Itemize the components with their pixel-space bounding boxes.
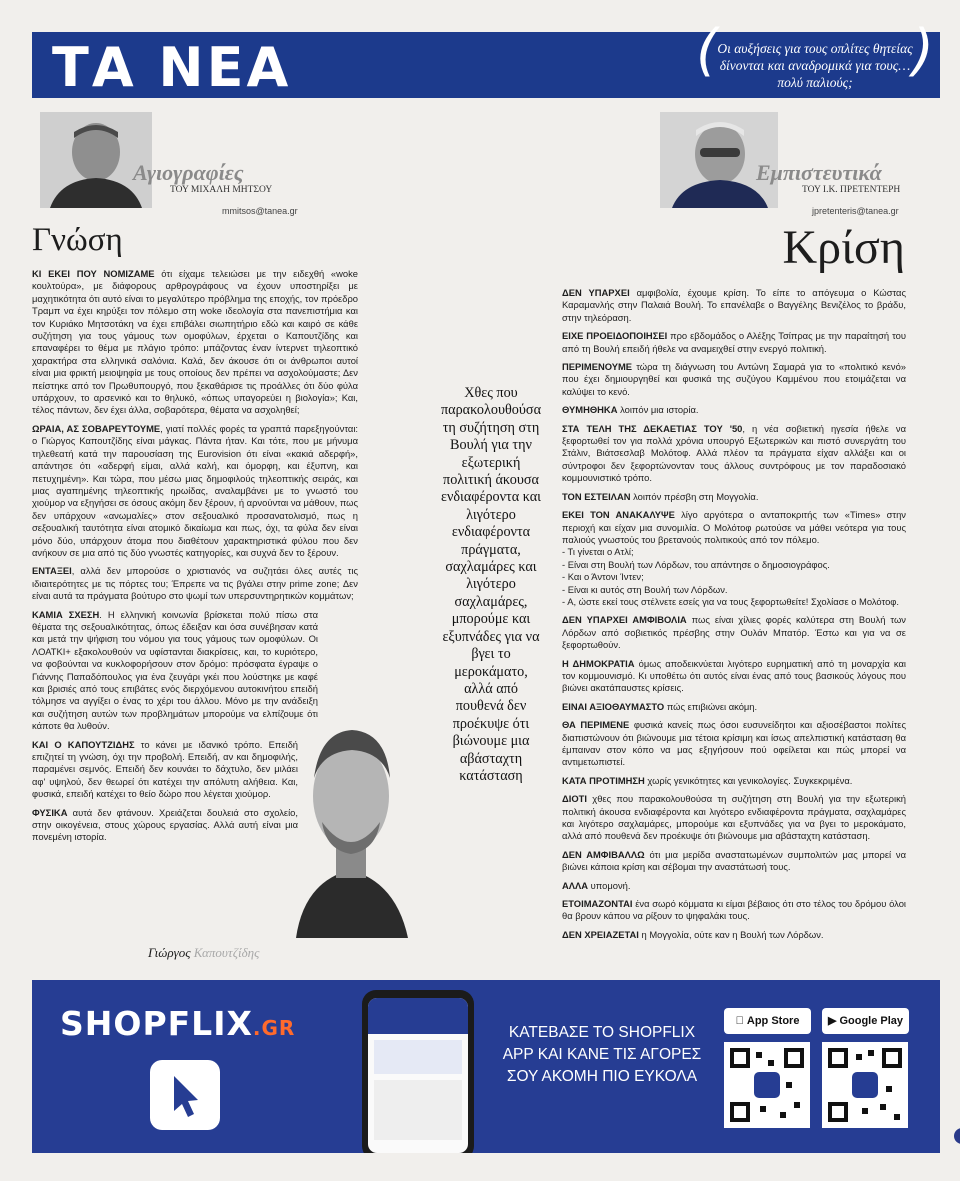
article-paragraph: ΣΤΑ ΤΕΛΗ ΤΗΣ ΔΕΚΑΕΤΙΑΣ ΤΟΥ '50, η νέα σοβιετική ηγεσία ήθελε να ξεφορτωθεί τον για πολλά χρόνια υπουργό Εξωτερικών και πιστό συνεργάτη του Στάλιν, Βιάτσεσλαβ Μολότοφ. Αλλά πλέον τα πράγματα είχαν αλλάξει και οι σύντροφοι δεν ξεφορτώνονταν τους άλλους συντρόφους με τον παραδοσιακό κομμουνιστικό τρόπο. (562, 422, 906, 484)
article-paragraph: ΔΕΝ ΧΡΕΙΑΖΕΤΑΙ η Μογγολία, ούτε καν η Βουλή των Λόρδων. (562, 928, 824, 940)
teaser-text: Οι αυξήσεις για τους οπλίτες θητείας δίνονται και αναδρομικά για τους… πολύ παλιούς; (717, 41, 913, 90)
headline-right: Κρίση (782, 221, 905, 274)
phone-list (374, 1080, 462, 1140)
article-paragraph: ΠΕΡΙΜΕΝΟΥΜΕ τώρα τη διάγνωση του Αντώνη Σαμαρά για το «πολιτικό κενό» που έχει δημιουργηθεί και φυσικά της συζύγου Καμμένου που ετοιμάζεται να καλύψει το κενό. (562, 361, 906, 397)
article-paragraph: ΔΕΝ ΥΠΑΡΧΕΙ ΑΜΦΙΒΟΛΙΑ πως είναι χίλιες φορές καλύτερα στη Βουλή των Λόρδων από σοβιετικός πρέσβης στην Ουλάν Μπατόρ. Έστω και για να σε ξεφορτωθούν. (562, 614, 906, 651)
masthead-teaser[interactable] (696, 18, 934, 91)
shopflix-ad-banner[interactable] (32, 980, 940, 1153)
phone-screen (368, 998, 468, 1153)
google-play-icon: ▶ (827, 1015, 837, 1027)
article-paragraph: ΦΥΣΙΚΑ αυτά δεν φτάνουν. Χρειάζεται δουλειά στο σχολείο, στην οικογένεια, στους χώρους εργασίας. Αλλά αυτή είναι μια πονεμένη ιστορία. (32, 806, 298, 843)
article-paragraph: ΔΕΝ ΑΜΦΙΒΑΛΛΩ ότι μια μερίδα αναστατωμένων συμπολιτών μας μπορεί να βιώνει κάποια κρίση και σέβομαι την αναστάτωσή τους. (562, 848, 906, 873)
app-store-button[interactable]: App Store (724, 1008, 811, 1034)
qr-code-google-play[interactable] (822, 1042, 908, 1128)
portrait-kapoutzidis (290, 712, 412, 938)
article-paragraph: ΚΑΤΑ ΠΡΟΤΙΜΗΣΗ χωρίς γενικότητες και γενικολογίες. Συγκεκριμένα. (562, 774, 853, 786)
newspaper-logo[interactable]: ΤΑ ΝΕΑ (52, 36, 292, 99)
pull-quote: Χθες που παρακολουθούσα τη συζήτηση στη Βουλή για την εξωτερική πολιτική άκουσα ενδιαφέροντα και λιγότερο ενδιαφέροντα πράγματα, σαχλαμάρες και λιγότερο σαχλαμάρες, μπορούμε και εξυπνάδες για να βγει το μεροκάματο, αλλά από πουθενά δεν προέκυψε ότι βιώνουμε μια αβάσταχτη κατάσταση (440, 385, 542, 784)
article-paragraph: ΔΕΝ ΥΠΑΡΧΕΙ αμφιβολία, έχουμε κρίση. Το είπε το απόγευμα ο Κώστας Καραμανλής στην Παλαιά Βουλή. Το επανέλαβε ο Βαγγέλης Βενιζέλος το βράδυ, στην τηλεόραση. (562, 287, 906, 323)
article-paragraph: ΔΙΟΤΙ χθες που παρακολουθούσα τη συζήτηση στη Βουλή για την εξωτερική πολιτική άκουσα ενδιαφέροντα και λιγότερο ενδιαφέροντα πράγματα, σαχλαμάρες και λιγότερο σαχλαμάρες, μπορούμε και εξυπνάδες για να βγει το μεροκάματο, αλλά από πουθενά δεν προέκυψε ότι βιώνουμε μια αβάσταχτη κατάσταση. (562, 793, 906, 842)
article-paragraph: ΕΚΕΙ ΤΟΝ ΑΝΑΚΑΛΥΨΕ λίγο αργότερα ο ανταποκριτής των «Times» στην περιοχή και είχαν μια συνομιλία. Ο Μολότοφ ρωτούσε να μάθει νεότερα για τους παλιούς γνωστούς του βρετανούς πολιτικούς από τον πόλεμο. - Τι γίνεται ο Ατλί; - Είναι στη Βουλή των Λόρδων, του απάντησε ο δημοσιογράφος. - Και ο Άντονι Ίντεν; - Είναι κι αυτός στη Βουλή των Λόρδων. - Α, ώστε εκεί τους στέλνετε εσείς για να τους ξεφορτωθείτε! Σχολίασε ο Μολότοφ. (562, 509, 906, 607)
phone-mockup (362, 990, 474, 1153)
article-right-body (562, 287, 906, 947)
byline-left: ΤΟΥ ΜΙΧΑΛΗ ΜΗΤΣΟΥ (170, 185, 273, 195)
ad-call-to-action: ΚΑΤΕΒΑΣΕ ΤΟ SHOPFLIX APP ΚΑΙ ΚΑΝΕ ΤΙΣ ΑΓΟΡΕΣ ΣΟΥ ΑΚΟΜΗ ΠΙΟ ΕΥΚΟΛΑ (502, 1024, 702, 1085)
ad-brand-logo (60, 1004, 295, 1043)
article-paragraph: ΚΙ ΕΚΕΙ ΠΟΥ ΝΟΜΙΖΑΜΕ ότι είχαμε τελειώσει με την ειδεχθή «woke κουλτούρα», με διάφορους αρθρογράφους να έχουν υποστηρίξει με μαχητικότητα ότι αυτό είναι το μεγαλύτερο πρόβλημα της εποχής, τον πρόεδρο Τραμπ να έχει κηρύξει τον πόλεμο στη woke ιδεολογία στα πανεπιστήμια και τον Κυριάκο Μητσοτάκη να έχει επιβάλει σιωπητήριο εδώ και καιρό σε κάθε συζήτηση για τους γάμους των ομοφύλων, έρχεται ο Καπουτζίδης και επαναφέρει το θέμα με πλάγιο τρόπο: μπάζοντας έναν ίντερνετ τηλεοπτικό χαρακτήρα στα ελληνικά σαλόνια. Καλά, δεν άκουσε ότι οι άνθρωποι αυτοί είναι μια φρικτή μειοψηφία με τους οποίους δεν πρέπει να ασχολούμαστε; Δεν πείστηκε από τον Πρωθυπουργό, που ξεκαθάρισε τις προάλλες ότι δύο φύλα υπάρχουν, το αρσενικό και το θηλυκό, «όπως υπαγορεύει η βιολογία»; Και, τέλος πάντων, δεν έχει άλλα, σοβαρότερα, θέματα να ασχοληθεί; (32, 268, 358, 416)
ad-brand-name: SHOPFLIX (60, 1004, 253, 1043)
article-paragraph: Η ΔΗΜΟΚΡΑΤΙΑ όμως αποδεικνύεται λιγότερο ευρηματική από τη μοναρχία και τον κομμουνισμό. Κι υποθέτω ότι αυτός είναι ένας από τους βασικούς λόγους που βιώνει ακατάπαυστες κρίσεις. (562, 657, 906, 694)
google-play-button[interactable]: ▶ Google Play (822, 1008, 909, 1034)
ad-brand-tld: .GR (252, 1016, 296, 1040)
article-paragraph: ΑΛΛΑ υπομονή. (562, 879, 631, 891)
masthead (32, 18, 940, 99)
column-name-right: Εμπιστευτικά (756, 160, 882, 185)
headline-left: Γνώση (32, 222, 123, 258)
article-paragraph: ΚΑΙ Ο ΚΑΠΟΥΤΖΙΔΗΣ το κάνει με ιδανικό τρόπο. Επειδή επιζητεί τη γνώση, όχι την προβολή. Επειδή, αν και δημοφιλής, παραμένει σεμνός. Επειδή δεν κουνάει το δάχτυλο, δεν μιλάει αφ' υψηλού, δεν θεωρεί ότι κατέχει την απόλυτη αλήθεια. Και, φυσικά, επειδή κατέχει το θείο δώρο που λέγεται χιούμορ. (32, 738, 299, 800)
phone-app-header (368, 998, 468, 1034)
article-paragraph: ΕΤΟΙΜΑΖΟΝΤΑΙ ένα σωρό κόμματα κι είμαι βέβαιος ότι στο τέλος του δρόμου όλοι θα βρουν κάπου να ρίξουν το ψηφαλάκι τους. (562, 898, 906, 922)
article-paragraph: ΘΑ ΠΕΡΙΜΕΝΕ φυσικά κανείς πως όσοι ευσυνείδητοι και αξιοσέβαστοι πολίτες διαπιστώνουν ότι βιώνουμε μια τέτοια κρίσιμη και ίσως απελπιστική κατάσταση θα έμπαιναν στον κόπο να μας εξηγήσουν πού οφείλεται και πώς μπορεί να αντιμετωπιστεί. (562, 719, 906, 768)
column-name-left: Αγιογραφίες (133, 160, 244, 185)
article-paragraph: ΩΡΑΙΑ, ΑΣ ΣΟΒΑΡΕΥΤΟΥΜΕ, γιατί πολλές φορές τα γραπτά παρεξηγούνται: ο Γιώργος Καπουτζίδης είναι μάγκας. Πάντα ήταν. Και τότε, που με μήνυμα τηλεθεατή κατά την παρουσίαση της Eurovision ότι είναι «κακιά αδερφή», απάντησε ότι «αδερφή είμαι, αλλά καλή, και όμορφη, και έξυπνη, και πετυχημένη». Και τώρα, που μέσω μιας δημοφιλούς τηλεοπτικής σειράς, και μιας αγαπημένης τηλεοπτικής ηρωίδας, αναλαμβάνει με το γνωστό του χιούμορ να εξηγήσει σε όσους ακόμη δεν ξέρουν, ή αρνούνται να μάθουν, πως δεν υπάρχουν «ανωμαλίες» στον σεξουαλικό προσανατολισμό, πως η σεξουαλική ταυτότητα είναι ατομικό δικαίωμα και πως, όχι, τα φύλα δεν είναι μόνο δύο, υπάρχουν άτομα που διαθέτουν χαρακτηριστικά φύλου που δεν ανήκουν σε μια από τις δύο γνωστές κατηγορίες, και συχνά δεν το ξέρουν. (32, 422, 359, 558)
teaser-bracket-right-icon: ) (912, 18, 934, 83)
article-paragraph: ΘΥΜΗΘΗΚΑ λοιπόν μια ιστορία. (562, 404, 699, 416)
email-left[interactable]: mmitsos@tanea.gr (222, 206, 298, 216)
portrait-caption (148, 945, 259, 961)
email-right[interactable]: jpretenteris@tanea.gr (812, 206, 899, 216)
byline-right: ΤΟΥ Ι.Κ. ΠΡΕΤΕΝΤΕΡΗ (802, 185, 901, 195)
teaser-bracket-left-icon: ( (696, 18, 718, 83)
apple-icon (736, 1015, 744, 1027)
page-edge-marker (954, 1128, 960, 1144)
article-paragraph: ΚΑΜΙΑ ΣΧΕΣΗ. Η ελληνική κοινωνία βρίσκεται πολύ πίσω στα θέματα της σεξουαλικότητας, όπως έδειξαν και όσα συνέβησαν κατά και μετά την ψήφιση του νόμου για τους γάμους των ομοφύλων. Οι ΛΟΑΤΚΙ+ εξακολουθούν να υφίστανται διακρίσεις, και, το κυριότερο, να φοβούνται να κυκλοφορήσουν στον δρόμο: πρόσφατα έγραψε ο Γιάννης Παπαδόπουλος για ένα ζευγάρι γκέι που λούστηκε με καφέ και βρισιές από τους επιβάτες ενός διερχόμενου αυτοκινήτου επειδή τόλμησε να αγγίξει ο ένας το χέρι του άλλου. Μόνο με την ανάδειξη και συζήτηση αυτών των προβλημάτων μπορούμε να ελπίζουμε ότι κάποτε θα λυθούν. (32, 608, 318, 732)
portrait-caption-last: Καπουτζίδης (193, 945, 260, 960)
portrait-caption-first: Γιώργος (148, 945, 191, 960)
article-paragraph: ΕΝΤΑΞΕΙ, αλλά δεν μπορούσε ο χριστιανός να συζητάει όλες αυτές τις ιδιαιτερότητες με τις πόρτες του; Έπρεπε να τις βγάλει στην prime zone; Δεν είναι αυτά τα πράγματα βούτυρο στο ψωμί των υπερσυντηρητικών κομμάτων; (32, 565, 358, 602)
phone-promo-tiles (374, 1040, 462, 1074)
qr-code-app-store[interactable] (724, 1042, 810, 1128)
article-paragraph: ΕΙΧΕ ΠΡΟΕΙΔΟΠΟΙΗΣΕΙ προ εβδομάδος ο Αλέξης Τσίπρας με την παραίτησή του από τη Βουλή επειδή ήθελε να αναμειχθεί στην ενεργό πολιτική. (562, 330, 906, 354)
article-paragraph: ΤΟΝ ΕΣΤΕΙΛΑΝ λοιπόν πρέσβη στη Μογγολία. (562, 490, 759, 502)
article-paragraph: ΕΙΝΑΙ ΑΞΙΟΘΑΥΜΑΣΤΟ πώς επιβιώνει ακόμη. (562, 700, 758, 712)
app-cursor-icon[interactable] (150, 1060, 220, 1130)
